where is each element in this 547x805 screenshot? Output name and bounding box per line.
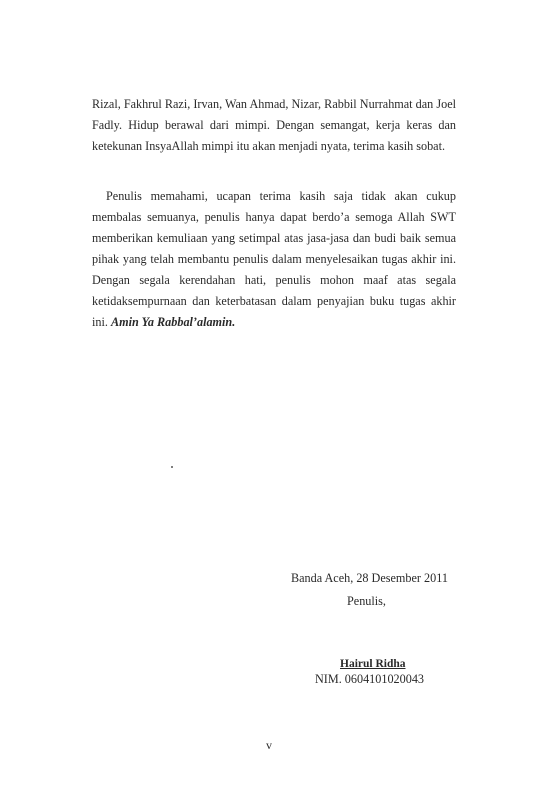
place-date: Banda Aceh, 28 Desember 2011 bbox=[291, 571, 448, 585]
author-nim: NIM. 0604101020043 bbox=[315, 672, 425, 686]
page-number: v bbox=[266, 738, 272, 752]
acknowledgment-paragraph-1: Rizal, Fakhrul Razi, Irvan, Wan Ahmad, Nizar, Rabbil Nurrahmat dan Joel Fadly. Hidup berawal dari mimpi. Dengan semangat, kerja keras dan ketekunan InsyaAllah mimpi itu akan menjadi nyata, terima kasih sobat. bbox=[92, 97, 456, 153]
author-name: Hairul Ridha bbox=[340, 658, 406, 670]
closing-prayer: Amin Ya Rabbal’alamin. bbox=[110, 315, 236, 329]
stray-dot bbox=[171, 466, 173, 468]
acknowledgment-paragraph-2 bbox=[92, 186, 456, 333]
author-role: Penulis, bbox=[347, 594, 386, 608]
paragraph-2-text: Penulis memahami, ucapan terima kasih saja tidak akan cukup membalas semuanya, penulis hanya dapat berdo’a semoga Allah SWT memberikan kemuliaan yang setimpal atas jasa-jasa dan budi baik semua pihak yang telah membantu penulis dalam menyelesaikan tugas akhir ini. Dengan segala kerendahan hati, penulis mohon maaf atas segala ketidaksempurnaan dan keterbatasan dalam penyajian buku tugas akhir ini. bbox=[92, 189, 456, 329]
